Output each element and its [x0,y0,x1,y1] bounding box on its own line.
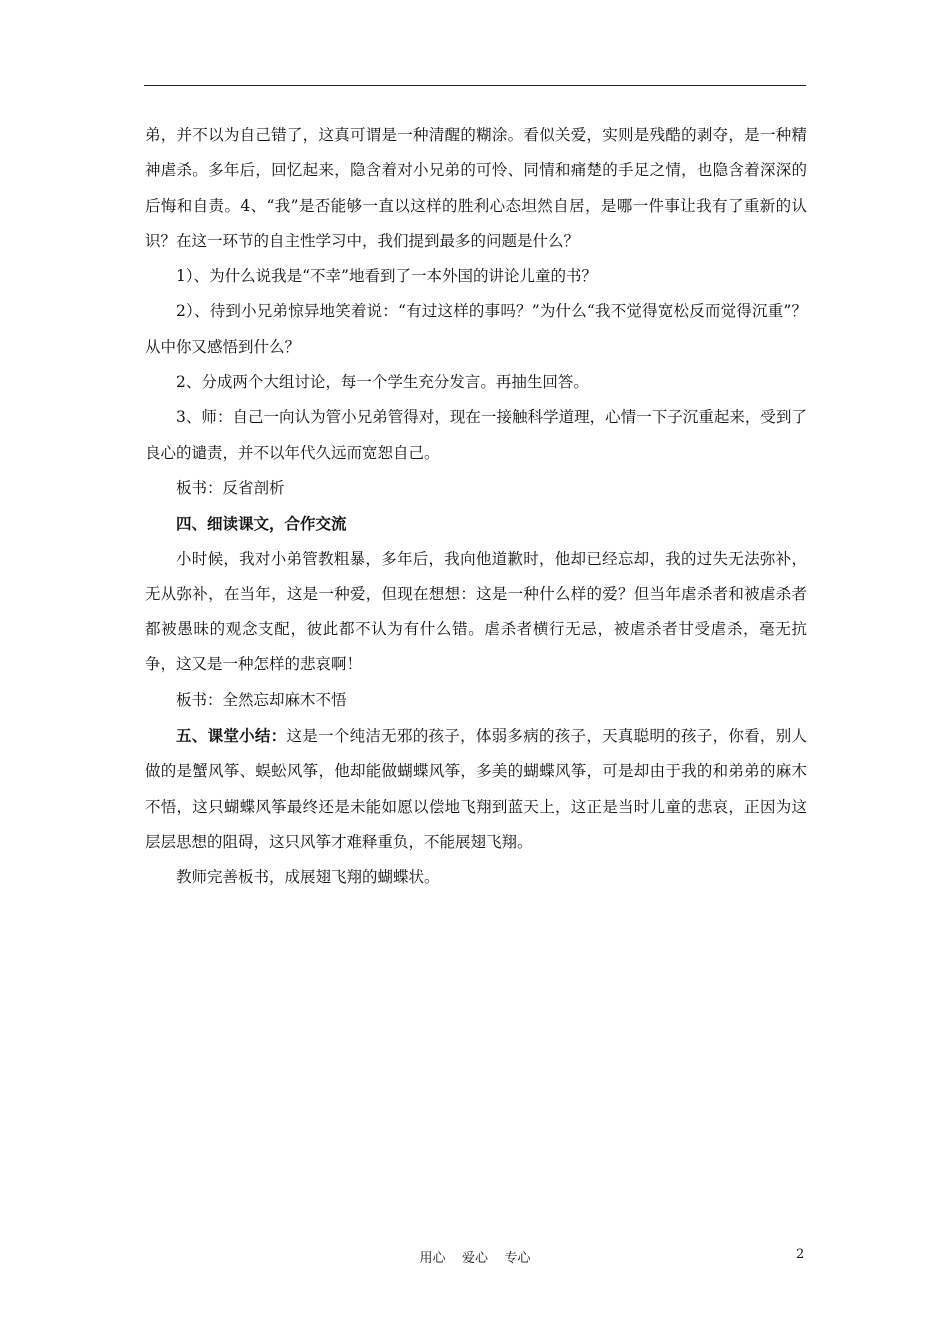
header-rule [144,85,806,86]
summary-text: 这是一个纯洁无邪的孩子，体弱多病的孩子，天真聪明的孩子，你看，别人做的是蟹风筝、蜈蚣风筝，他却能做蝴蝶风筝，多美的蝴蝶风筝，可是却由于我的和弟弟的麻木不悟，这只蝴蝶风筝最终还是未能如愿以偿地飞翔到蓝天上，这正是当时儿童的悲哀，正因为这层层思想的阻碍，这只风筝才难释重负，不能展翅飞翔。 [145,727,807,851]
paragraph-teacher: 3、师：自己一向认为管小兄弟管得对，现在一接触科学道理，心情一下子沉重起来，受到了良心的谴责，并不以年代久远而宽恕自己。 [145,408,807,462]
paragraph-board-note-2: 板书：全然忘却麻木不悟 [176,690,347,709]
paragraph-continuation: 弟，并不以为自己错了，这真可谓是一种清醒的糊涂。看似关爱，实则是残酷的剥夺，是一种精神虐杀。多年后，回忆起来，隐含着对小兄弟的可怜、同情和痛楚的手足之情，也隐含着深深的后悔和自责。4、“我”是否能够一直以这样的胜利心态坦然自居，是哪一件事让我有了重新的认识？在这一环节的自主性学习中，我们提到最多的问题是什么？ [145,126,807,250]
section-heading-4: 四、细读课文，合作交流 [176,514,347,534]
page-footer [0,1247,950,1267]
paragraph-question-2: 2）、待到小兄弟惊异地笑着说：“有过这样的事吗？”为什么“我不觉得宽松反而觉得沉重”？从中你又感悟到什么？ [145,302,807,356]
document-body [145,118,807,896]
summary-lead: 五、课堂小结： [176,726,287,746]
paragraph-board-note-1: 板书：反省剖析 [176,478,285,497]
footer-motto: 用心 爱心 专心 [419,1251,531,1266]
paragraph-summary [145,718,807,860]
paragraph-close-reading: 小时候，我对小弟管教粗暴，多年后，我向他道歉时，他却已经忘却，我的过失无法弥补，无从弥补，在当年，这是一种爱，但现在想想：这是一种什么样的爱？但当年虐杀者和被虐杀者都被愚昧的观念支配，彼此都不认为有什么错。虐杀者横行无忌，被虐杀者甘受虐杀，毫无抗争，这又是一种怎样的悲哀啊！ [145,549,807,674]
page-number: 2 [796,1247,805,1262]
paragraph-question-1: 1）、为什么说我是“不幸”地看到了一本外国的讲论儿童的书？ [176,267,597,286]
paragraph-final-board: 教师完善板书，成展翅飞翔的蝴蝶状。 [176,868,440,887]
paragraph-discussion: 2、分成两个大组讨论，每一个学生充分发言。再抽生回答。 [176,373,589,392]
